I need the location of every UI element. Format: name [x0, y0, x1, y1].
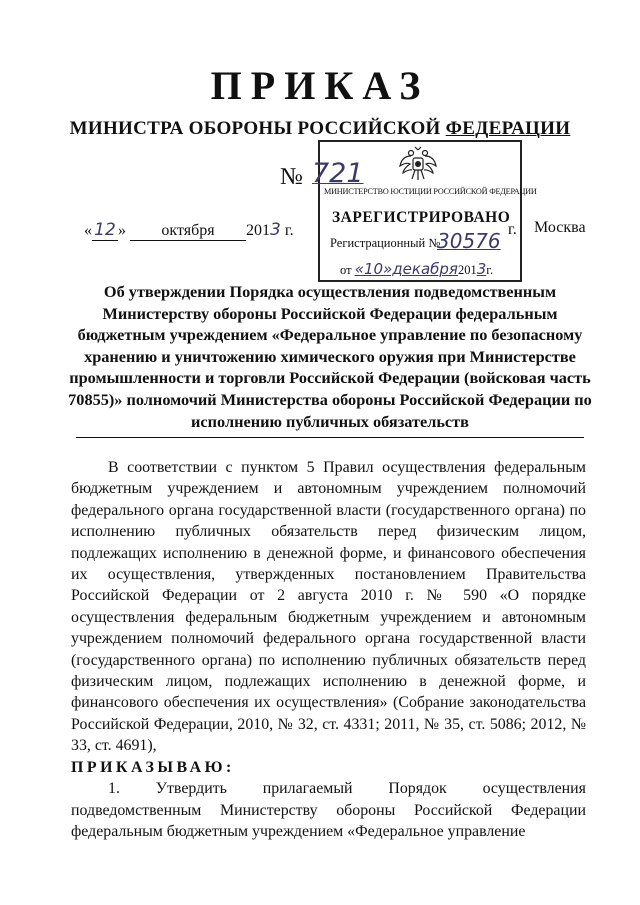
date-open-quote: « [84, 222, 92, 239]
city-prefix: г. [508, 221, 517, 238]
stamp-from-label: от [340, 263, 352, 277]
stamp-registered: ЗАРЕГИСТРИРОВАНО [332, 209, 511, 226]
stamp-reg-year-prefix: 201 [457, 263, 477, 277]
date-day: 12 [92, 220, 118, 241]
heading-divider [76, 437, 584, 438]
double-headed-eagle-icon [398, 146, 438, 182]
stamp-reg-date [340, 260, 493, 278]
order-date [84, 220, 294, 241]
order-word: ПРИКАЗЫВАЮ: [71, 758, 235, 776]
order-heading: Об утверждении Порядка осуществления подведомственным Министерству обороны Российской Федерации федеральным бюджетным учреждением «Федеральное управление по безопасному хранению и уничтожению химического оружия при Министерстве промышленности и торговли Российской Федерации (войсковая часть 70855)» полномочий Министерства обороны Российской Федерации по исполнению публичных обязательств [68, 282, 592, 431]
date-year-suffix: 3 [270, 220, 281, 240]
date-month: октября [130, 222, 246, 241]
document-subtitle [0, 118, 640, 140]
document-title: ПРИКАЗ [210, 63, 430, 108]
stamp-reg-year-unit: г. [486, 263, 494, 277]
stamp-organization: МИНИСТЕРСТВО ЮСТИЦИИ РОССИЙСКОЙ ФЕДЕРАЦИИ [324, 187, 537, 196]
stamp-reg-year-hand: 3 [476, 260, 487, 278]
stamp-reg-number-value: 30576 [437, 229, 501, 253]
date-year-unit: г. [284, 222, 294, 239]
city-name: Москва [534, 219, 586, 236]
order-number-label: № [280, 164, 303, 190]
body-paragraph: В соответствии с пунктом 5 Правил осуществления федеральным бюджетным учреждением и автономным учреждением полномочий федерального органа государственной власти (государственного органа) по исполнению публичных обязательств перед физическим лицом, подлежащих исполнению в денежной форме, и финансового обеспечения их осуществления, утвержденных постановлением Правительства Российской Федерации от 2 августа 2010 г. № 590 «О порядке осуществления федеральным бюджетным учреждением и автономным учреждением полномочий федерального органа государственной власти (государственного органа) по исполнению публичных обязательств перед физическим лицом, подлежащих исполнению в денежной форме, и финансового обеспечения их осуществления» (Собрание законодательства Российской Федерации, 2010, № 32, ст. 4331; 2011, № 35, ст. 5086; 2012, № 33, ст. 4691), [71, 459, 586, 755]
date-close-quote: » [118, 222, 126, 239]
stamp-reg-number-label: Регистрационный № [330, 236, 441, 250]
order-body [71, 457, 586, 842]
date-year-prefix: 201 [246, 222, 270, 239]
subtitle-main: МИНИСТРА ОБОРОНЫ РОССИЙСКОЙ [69, 118, 446, 139]
stamp-reg-date-hand: «10»декабря [354, 260, 458, 278]
body-paragraph: 1. Утвердить прилагаемый Порядок осуществления подведомственным Министерству обороны Российской Федерации федеральным бюджетным учреждением «Федеральное управление [71, 780, 586, 840]
order-number-value: 721 [312, 158, 364, 189]
subtitle-underlined: ФЕДЕРАЦИИ [445, 118, 571, 139]
